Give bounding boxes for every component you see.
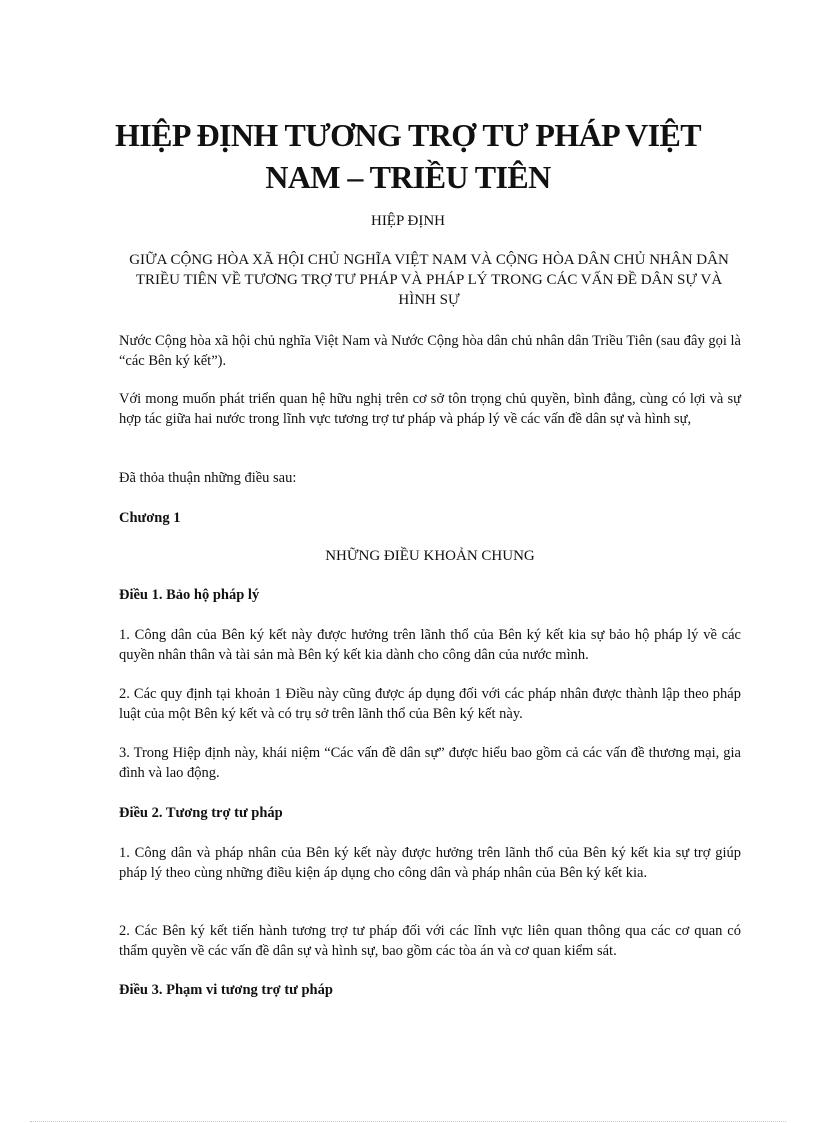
article-1-paragraph-2: 2. Các quy định tại khoản 1 Điều này cũng được áp dụng đối với các pháp nhân được thành lập theo pháp luật của một Bên ký kết và có trụ sở trên lãnh thổ của Bên ký kết này. <box>119 686 741 722</box>
preamble-parties: Nước Cộng hòa xã hội chủ nghĩa Việt Nam và Nước Cộng hòa dân chủ nhân dân Triều Tiên (sau đây gọi là “các Bên ký kết”). <box>119 333 741 369</box>
article-1-paragraph-1: 1. Công dân của Bên ký kết này được hưởng trên lãnh thổ của Bên ký kết kia sự bảo hộ pháp lý về các quyền nhân thân và tài sản mà Bên ký kết kia dành cho công dân của nước mình. <box>119 627 741 663</box>
chapter-title: NHỮNG ĐIỀU KHOẢN CHUNG <box>325 548 535 564</box>
preamble-purpose: Với mong muốn phát triển quan hệ hữu nghị trên cơ sở tôn trọng chủ quyền, bình đẳng, cùng có lợi và sự hợp tác giữa hai nước trong lĩnh vực tương trợ tư pháp và pháp lý về các vấn đề dân sự và hình sự, <box>119 391 741 427</box>
agreement-heading: HIỆP ĐỊNH <box>370 213 446 229</box>
article-2-paragraph-1: 1. Công dân và pháp nhân của Bên ký kết này được hưởng trên lãnh thổ của Bên ký kết kia sự trợ giúp pháp lý theo cùng những điều kiện áp dụng cho công dân và pháp nhân của Bên ký kết kia. <box>119 845 741 881</box>
preamble-agreed: Đã thỏa thuận những điều sau: <box>119 470 297 486</box>
article-1-paragraph-3: 3. Trong Hiệp định này, khái niệm “Các vấn đề dân sự” được hiểu bao gồm cả các vấn đề thương mại, gia đình và lao động. <box>119 745 741 781</box>
article-3-heading: Điều 3. Phạm vi tương trợ tư pháp <box>119 982 333 998</box>
agreement-subheading: GIỮA CỘNG HÒA XÃ HỘI CHỦ NGHĨA VIỆT NAM VÀ CỘNG HÒA DÂN CHỦ NHÂN DÂN TRIỀU TIÊN VỀ TƯƠNG TRỢ TƯ PHÁP VÀ PHÁP LÝ TRONG CÁC VẤN ĐỀ DÂN SỰ VÀ HÌNH SỰ <box>129 252 729 308</box>
chapter-label: Chương 1 <box>119 510 181 526</box>
document-title: HIỆP ĐỊNH TƯƠNG TRỢ TƯ PHÁP VIỆT NAM – TRIỀU TIÊN <box>115 117 701 195</box>
article-2-paragraph-2: 2. Các Bên ký kết tiến hành tương trợ tư pháp đối với các lĩnh vực liên quan thông qua các cơ quan có thẩm quyền về các vấn đề dân sự và hình sự, bao gồm các tòa án và cơ quan kiểm sát. <box>119 923 741 959</box>
article-2-heading: Điều 2. Tương trợ tư pháp <box>119 805 283 821</box>
article-1-heading: Điều 1. Bảo hộ pháp lý <box>119 587 260 603</box>
page-bottom-divider <box>30 1121 786 1122</box>
